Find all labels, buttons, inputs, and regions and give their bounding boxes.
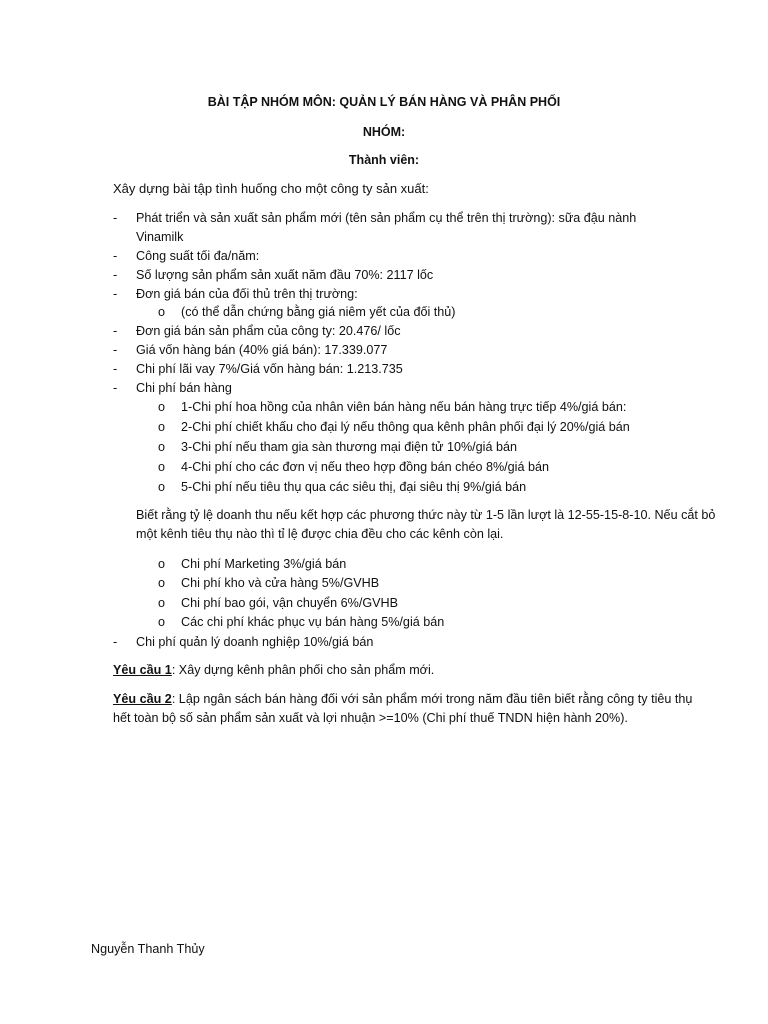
channel-item: 2-Chi phí chiết khấu cho đại lý nếu thông qua kênh phân phối đại lý 20%/giá bán xyxy=(181,420,630,434)
item-selling-cost: Chi phí bán hàng xyxy=(136,381,232,395)
bullet-dash: - xyxy=(113,324,118,338)
document-title: BÀI TẬP NHÓM MÔN: QUẢN LÝ BÁN HÀNG VÀ PHÂN PHỐI xyxy=(207,95,561,109)
item-competitor-note: (có thể dẫn chứng bằng giá niêm yết của đối thủ) xyxy=(181,305,456,319)
bullet-circle: o xyxy=(158,480,166,494)
bullet-circle: o xyxy=(158,615,166,629)
requirement-1-label: Yêu cầu 1 xyxy=(113,663,172,677)
requirement-1-text: : Xây dựng kênh phân phối cho sản phẩm mới. xyxy=(171,663,435,677)
intro-text: Xây dựng bài tập tình huống cho một công ty sản xuất: xyxy=(113,181,429,196)
channel-item: 4-Chi phí cho các đơn vị nếu theo hợp đồng bán chéo 8%/giá bán xyxy=(181,460,549,474)
bullet-circle: o xyxy=(158,596,166,610)
bullet-dash: - xyxy=(113,362,118,376)
bullet-circle: o xyxy=(158,305,166,319)
item-interest: Chi phí lãi vay 7%/Giá vốn hàng bán: 1.213.735 xyxy=(136,362,403,376)
item-competitor-price: Đơn giá bán của đối thủ trên thị trường: xyxy=(136,287,358,301)
bullet-circle: o xyxy=(158,460,166,474)
revenue-ratio-note: Biết rằng tỷ lệ doanh thu nếu kết hợp các phương thức này từ 1-5 lần lượt là 12-55-15-8-10. Nếu cắt bỏ một kênh tiêu thụ nào thì tỉ lệ được chia đều cho các kênh còn lại. xyxy=(136,508,716,541)
bullet-circle: o xyxy=(158,440,166,454)
requirement-1 xyxy=(113,661,693,680)
channel-item: 3-Chi phí nếu tham gia sàn thương mại điện tử 10%/giá bán xyxy=(181,440,517,454)
cost-item: Chi phí kho và cửa hàng 5%/GVHB xyxy=(181,576,380,590)
item-cogs: Giá vốn hàng bán (40% giá bán): 17.339.077 xyxy=(136,343,388,357)
bullet-dash: - xyxy=(113,268,118,282)
item-product-cont: Vinamilk xyxy=(136,230,184,244)
members-label: Thành viên: xyxy=(348,153,420,167)
item-unit-price: Đơn giá bán sản phẩm của công ty: 20.476/ lốc xyxy=(136,324,401,338)
bullet-dash: - xyxy=(113,249,118,263)
bullet-dash: - xyxy=(113,343,118,357)
channel-item: 1-Chi phí hoa hồng của nhân viên bán hàng nếu bán hàng trực tiếp 4%/giá bán: xyxy=(181,400,627,414)
requirement-2-label: Yêu cầu 2 xyxy=(113,692,172,706)
cost-item: Các chi phí khác phục vụ bán hàng 5%/giá bán xyxy=(181,615,445,629)
channel-item: 5-Chi phí nếu tiêu thụ qua các siêu thị, đại siêu thị 9%/giá bán xyxy=(181,480,527,494)
group-label: NHÓM: xyxy=(362,125,406,139)
bullet-circle: o xyxy=(158,420,166,434)
item-admin-cost: Chi phí quản lý doanh nghiệp 10%/giá bán xyxy=(136,635,374,649)
item-quantity: Số lượng sản phẩm sản xuất năm đầu 70%: 2117 lốc xyxy=(136,268,434,282)
item-capacity: Công suất tối đa/năm: xyxy=(136,249,260,263)
footer-author: Nguyễn Thanh Thủy xyxy=(91,942,205,956)
item-product: Phát triển và sản xuất sản phẩm mới (tên sản phẩm cụ thể trên thị trường): sữa đậu nành xyxy=(136,211,637,225)
bullet-dash: - xyxy=(113,381,118,395)
bullet-circle: o xyxy=(158,400,166,414)
bullet-circle: o xyxy=(158,576,166,590)
cost-item: Chi phí bao gói, vận chuyển 6%/GVHB xyxy=(181,596,399,610)
bullet-dash: - xyxy=(113,211,118,225)
bullet-dash: - xyxy=(113,635,118,649)
cost-item: Chi phí Marketing 3%/giá bán xyxy=(181,557,347,571)
bullet-circle: o xyxy=(158,557,166,571)
requirement-2-text: : Lập ngân sách bán hàng đối với sản phẩm mới trong năm đầu tiên biết rằng công ty tiêu thụ hết toàn bộ số sản phẩm sản xuất và lợi nhuận >=10% (Chi phí thuế TNDN hiện hành 20%). xyxy=(113,692,693,725)
requirement-2 xyxy=(113,690,693,728)
bullet-dash: - xyxy=(113,287,118,301)
